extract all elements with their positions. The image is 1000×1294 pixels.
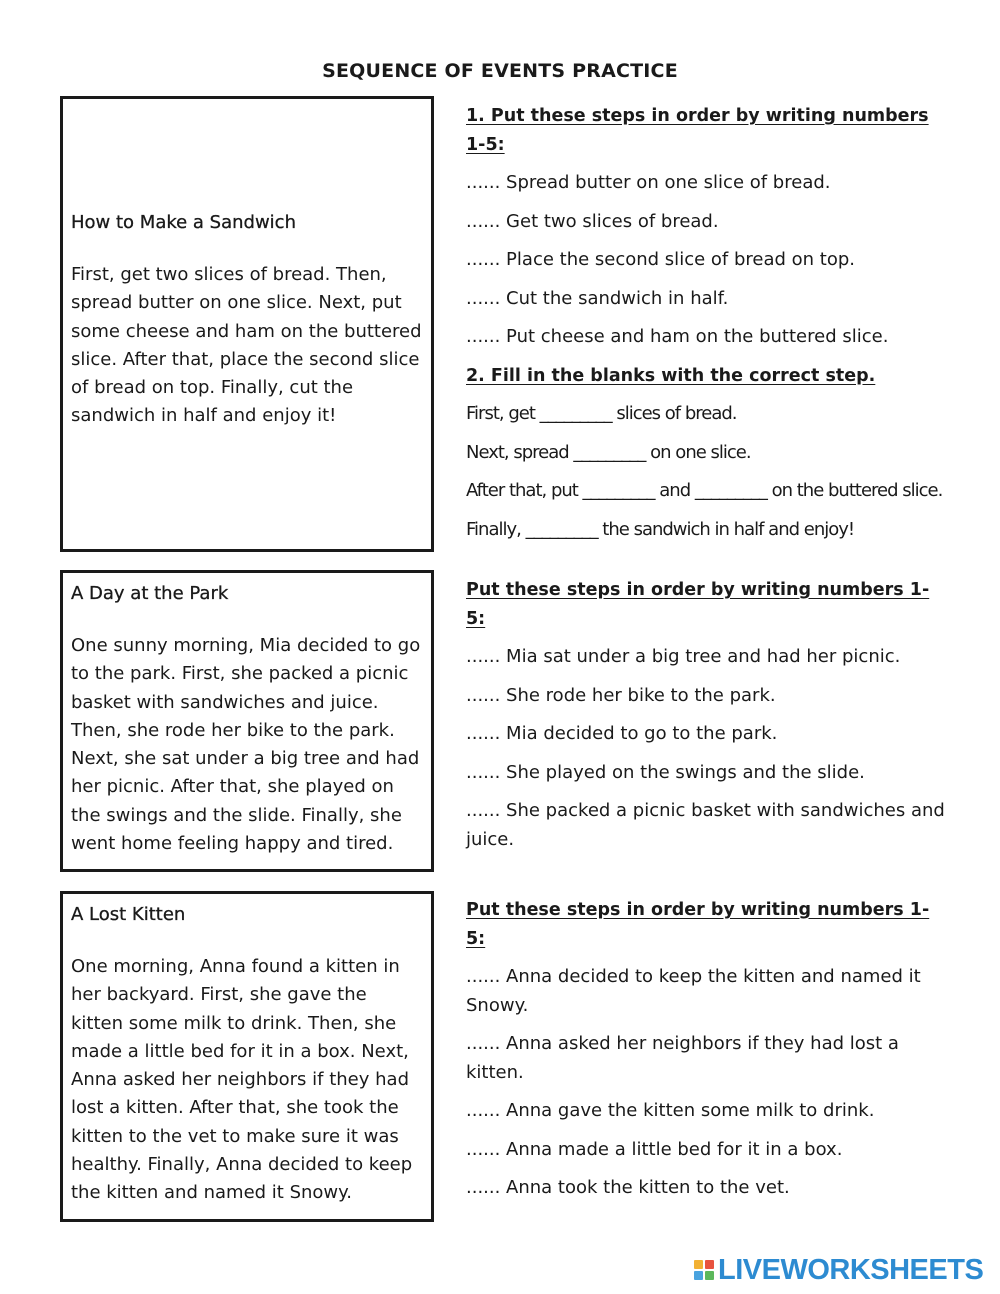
question-block-park [466, 576, 946, 854]
order-item[interactable]: ...... Place the second slice of bread on top. [466, 249, 855, 270]
order-item[interactable]: ...... Anna decided to keep the kitten and named it Snowy. [466, 966, 921, 1016]
story-text: One morning, Anna found a kitten in her backyard. First, she gave the kitten some milk to drink. Then, she made a little bed for it in a box. Next, Anna asked her neighbors if they had lost a kitten. After that, she took the kitten to the vet to make sure it was healthy. Finally, Anna decided to keep the kitten and named it Snowy. [71, 956, 413, 1204]
story-heading: A Day at the Park [71, 583, 229, 604]
logo-square [694, 1260, 703, 1269]
order-item[interactable]: ...... She packed a picnic basket with sandwiches and juice. [466, 800, 945, 850]
question-heading: Put these steps in order by writing numbers 1-5: [466, 580, 930, 629]
story-box-kitten [60, 891, 434, 1222]
logo-square [705, 1271, 714, 1280]
story-box-park [60, 570, 434, 872]
story-heading: How to Make a Sandwich [71, 212, 296, 233]
fill-item[interactable]: First, get _________ slices of bread. [466, 403, 737, 424]
fill-item[interactable]: Finally, _________ the sandwich in half and enjoy! [466, 518, 855, 540]
order-item[interactable]: ...... Cut the sandwich in half. [466, 287, 729, 309]
order-item[interactable]: ...... Get two slices of bread. [466, 210, 719, 232]
logo-square [694, 1271, 703, 1280]
logo-mark-icon [694, 1260, 714, 1280]
story-heading: A Lost Kitten [71, 904, 186, 925]
logo-square [705, 1260, 714, 1269]
logo-text: LIVEWORKSHEETS [718, 1253, 984, 1286]
order-item[interactable]: ...... Mia decided to go to the park. [466, 723, 778, 744]
fill-item[interactable]: Next, spread _________ on one slice. [466, 441, 751, 463]
order-item[interactable]: ...... Anna gave the kitten some milk to drink. [466, 1100, 875, 1121]
page-title: SEQUENCE OF EVENTS PRACTICE [322, 60, 678, 82]
order-item[interactable]: ...... Anna took the kitten to the vet. [466, 1177, 790, 1198]
order-item[interactable]: ...... She played on the swings and the slide. [466, 761, 865, 783]
story-text: First, get two slices of bread. Then, spread butter on one slice. Next, put some cheese and ham on the buttered slice. After that, place the second slice of bread on top. Finally, cut the sandwich in half and enjoy it! [71, 264, 422, 427]
order-item[interactable]: ...... Anna made a little bed for it in a box. [466, 1138, 843, 1160]
question-heading: Put these steps in order by writing numbers 1-5: [466, 900, 930, 949]
liveworksheets-logo[interactable] [694, 1254, 983, 1286]
order-item[interactable]: ...... Spread butter on one slice of bread. [466, 172, 831, 193]
story-text: One sunny morning, Mia decided to go to the park. First, she packed a picnic basket with sandwiches and juice. Then, she rode her bike to the park. Next, she sat under a big tree and had her picnic. After that, she played on the swings and the slide. Finally, she went home feeling happy and tired. [71, 635, 421, 855]
question-block-sandwich [466, 102, 946, 544]
order-item[interactable]: ...... She rode her bike to the park. [466, 684, 776, 706]
story-box-sandwich [60, 96, 434, 552]
question-heading: 1. Put these steps in order by writing numbers 1-5: [466, 106, 929, 155]
order-item[interactable]: ...... Put cheese and ham on the buttered slice. [466, 326, 889, 347]
question-block-kitten [466, 896, 946, 1203]
order-item[interactable]: ...... Mia sat under a big tree and had her picnic. [466, 646, 901, 667]
fill-item[interactable]: After that, put _________ and _________ on the buttered slice. [466, 480, 943, 501]
fill-heading: 2. Fill in the blanks with the correct step. [466, 365, 876, 386]
order-item[interactable]: ...... Anna asked her neighbors if they had lost a kitten. [466, 1033, 899, 1083]
